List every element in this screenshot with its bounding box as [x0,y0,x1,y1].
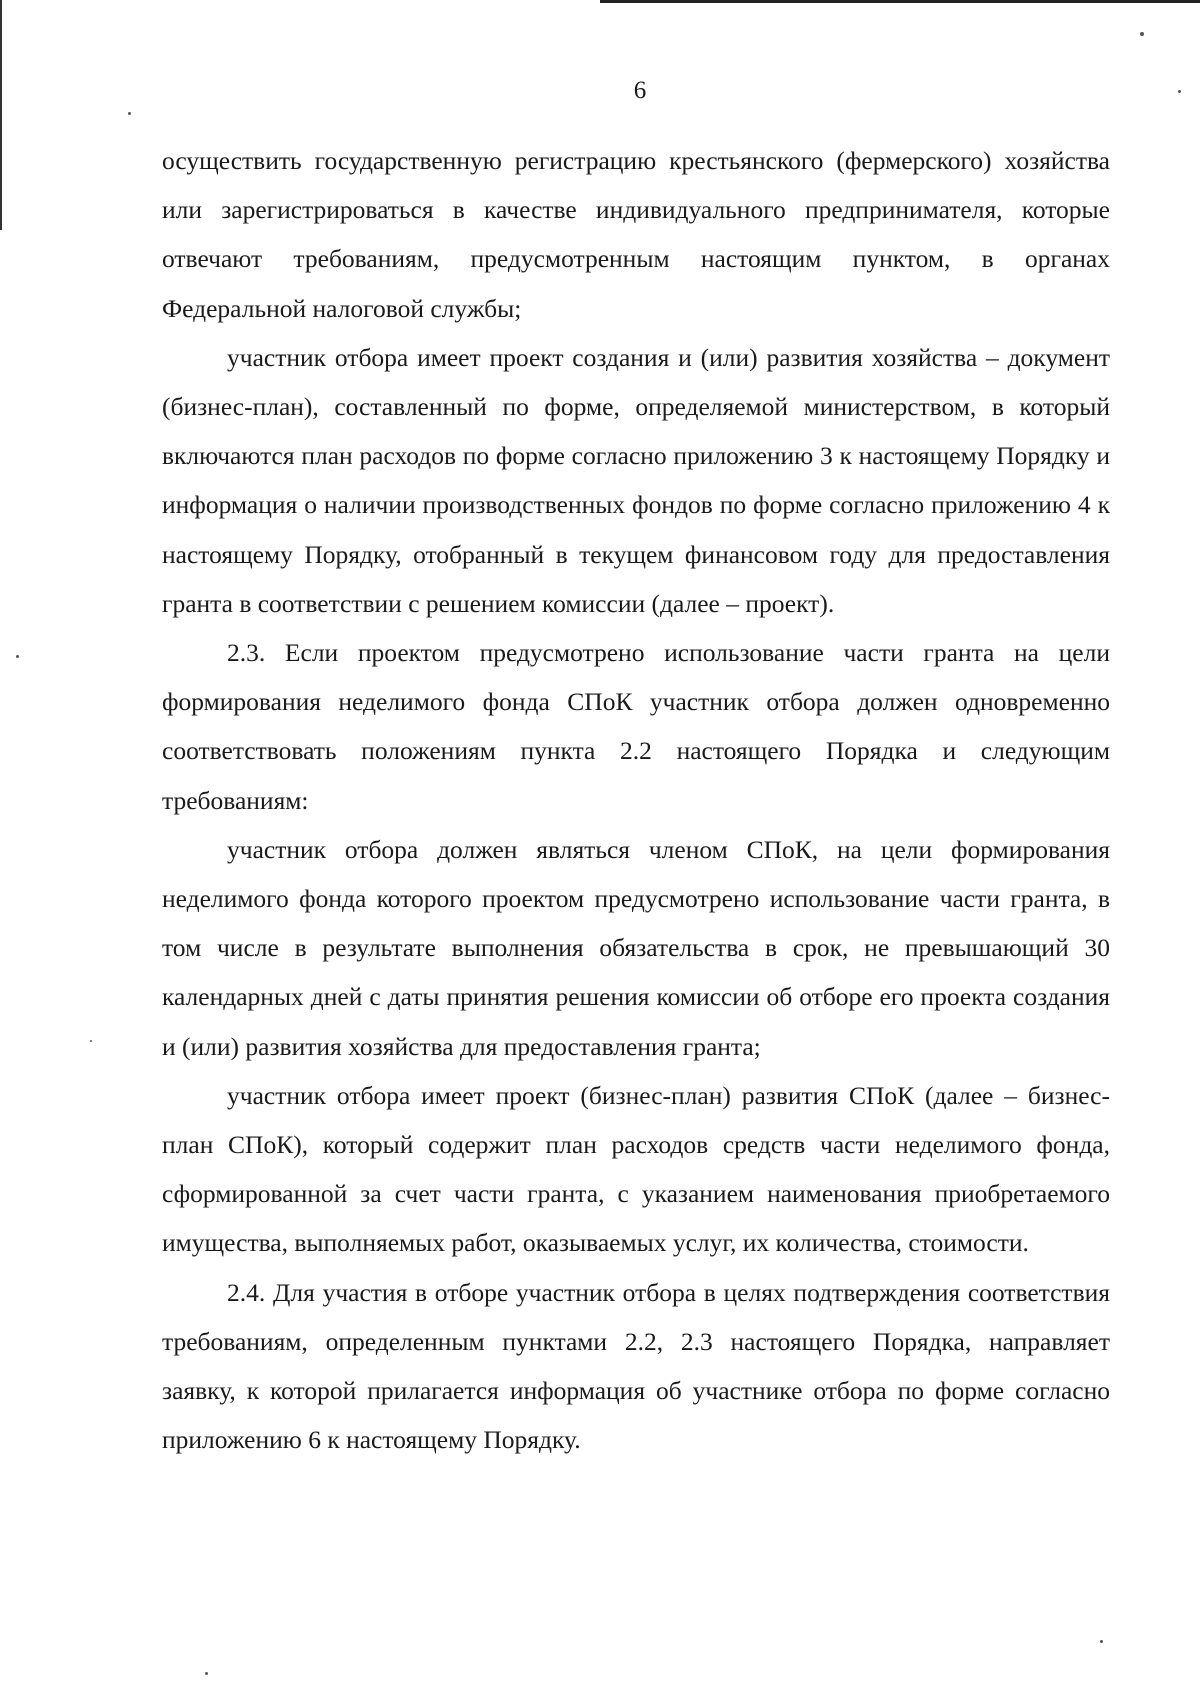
paragraph-spok-business-plan: участник отбора имеет проект (бизнес-план) развития СПоК (далее – бизнес-план СПоК), который содержит план расходов средств части неделимого фонда, сформированной за счет части гранта, с указанием наименования приобретаемого имущества, выполняемых работ, оказываемых услуг, их количества, стоимости. [162,1080,1110,1258]
scan-edge-top [600,0,1200,3]
page-number: 6 [633,77,647,104]
document-body [162,136,1110,1464]
paragraph-clause-2-4: 2.4. Для участия в отборе участник отбора в целях подтверждения соответствия требованиям, определенным пунктами 2.2, 2.3 настоящего Порядка, направляет заявку, к которой прилагается информация об участнике отбора по форме согласно приложению 6 к настоящему Порядку. [162,1277,1110,1455]
paragraph-continuation: осуществить государственную регистрацию крестьянского (фермерского) хозяйства или зарегистрироваться в качестве индивидуального предпринимателя, которые отвечают требованиям, предусмотренным настоящим пунктом, в органах Федеральной налоговой службы; [162,146,1110,323]
scan-speck [90,1040,92,1042]
scan-speck [16,655,19,658]
scan-speck [205,1672,208,1675]
paragraph-spok-member: участник отбора должен являться членом СПоК, на цели формирования неделимого фонда которого проектом предусмотрено использование части гранта, в том числе в результате выполнения обязательства в срок, не превышающий 30 календарных дней с даты принятия решения комиссии об отборе его проекта создания и (или) развития хозяйства для предоставления гранта; [162,834,1110,1061]
scan-speck [128,112,131,115]
paragraph-clause-2-3: 2.3. Если проектом предусмотрено использование части гранта на цели формирования неделимого фонда СПоК участник отбора должен одновременно соответствовать положениям пункта 2.2 настоящего Порядка и следующим требованиям: [162,638,1110,815]
paragraph-project-requirement: участник отбора имеет проект создания и (или) развития хозяйства – документ (бизнес-план), составленный по форме, определяемой министерством, в который включаются план расходов по форме согласно приложению 3 к настоящему Порядку и информация о наличии производственных фондов по форме согласно приложению 4 к настоящему Порядку, отобранный в текущем финансовом году для предоставления гранта в соответствии с решением комиссии (далее – проект). [162,342,1110,618]
scan-speck [1140,32,1144,36]
scan-edge-left [0,0,2,230]
scan-speck [1100,1640,1103,1643]
scan-speck [1178,90,1181,93]
